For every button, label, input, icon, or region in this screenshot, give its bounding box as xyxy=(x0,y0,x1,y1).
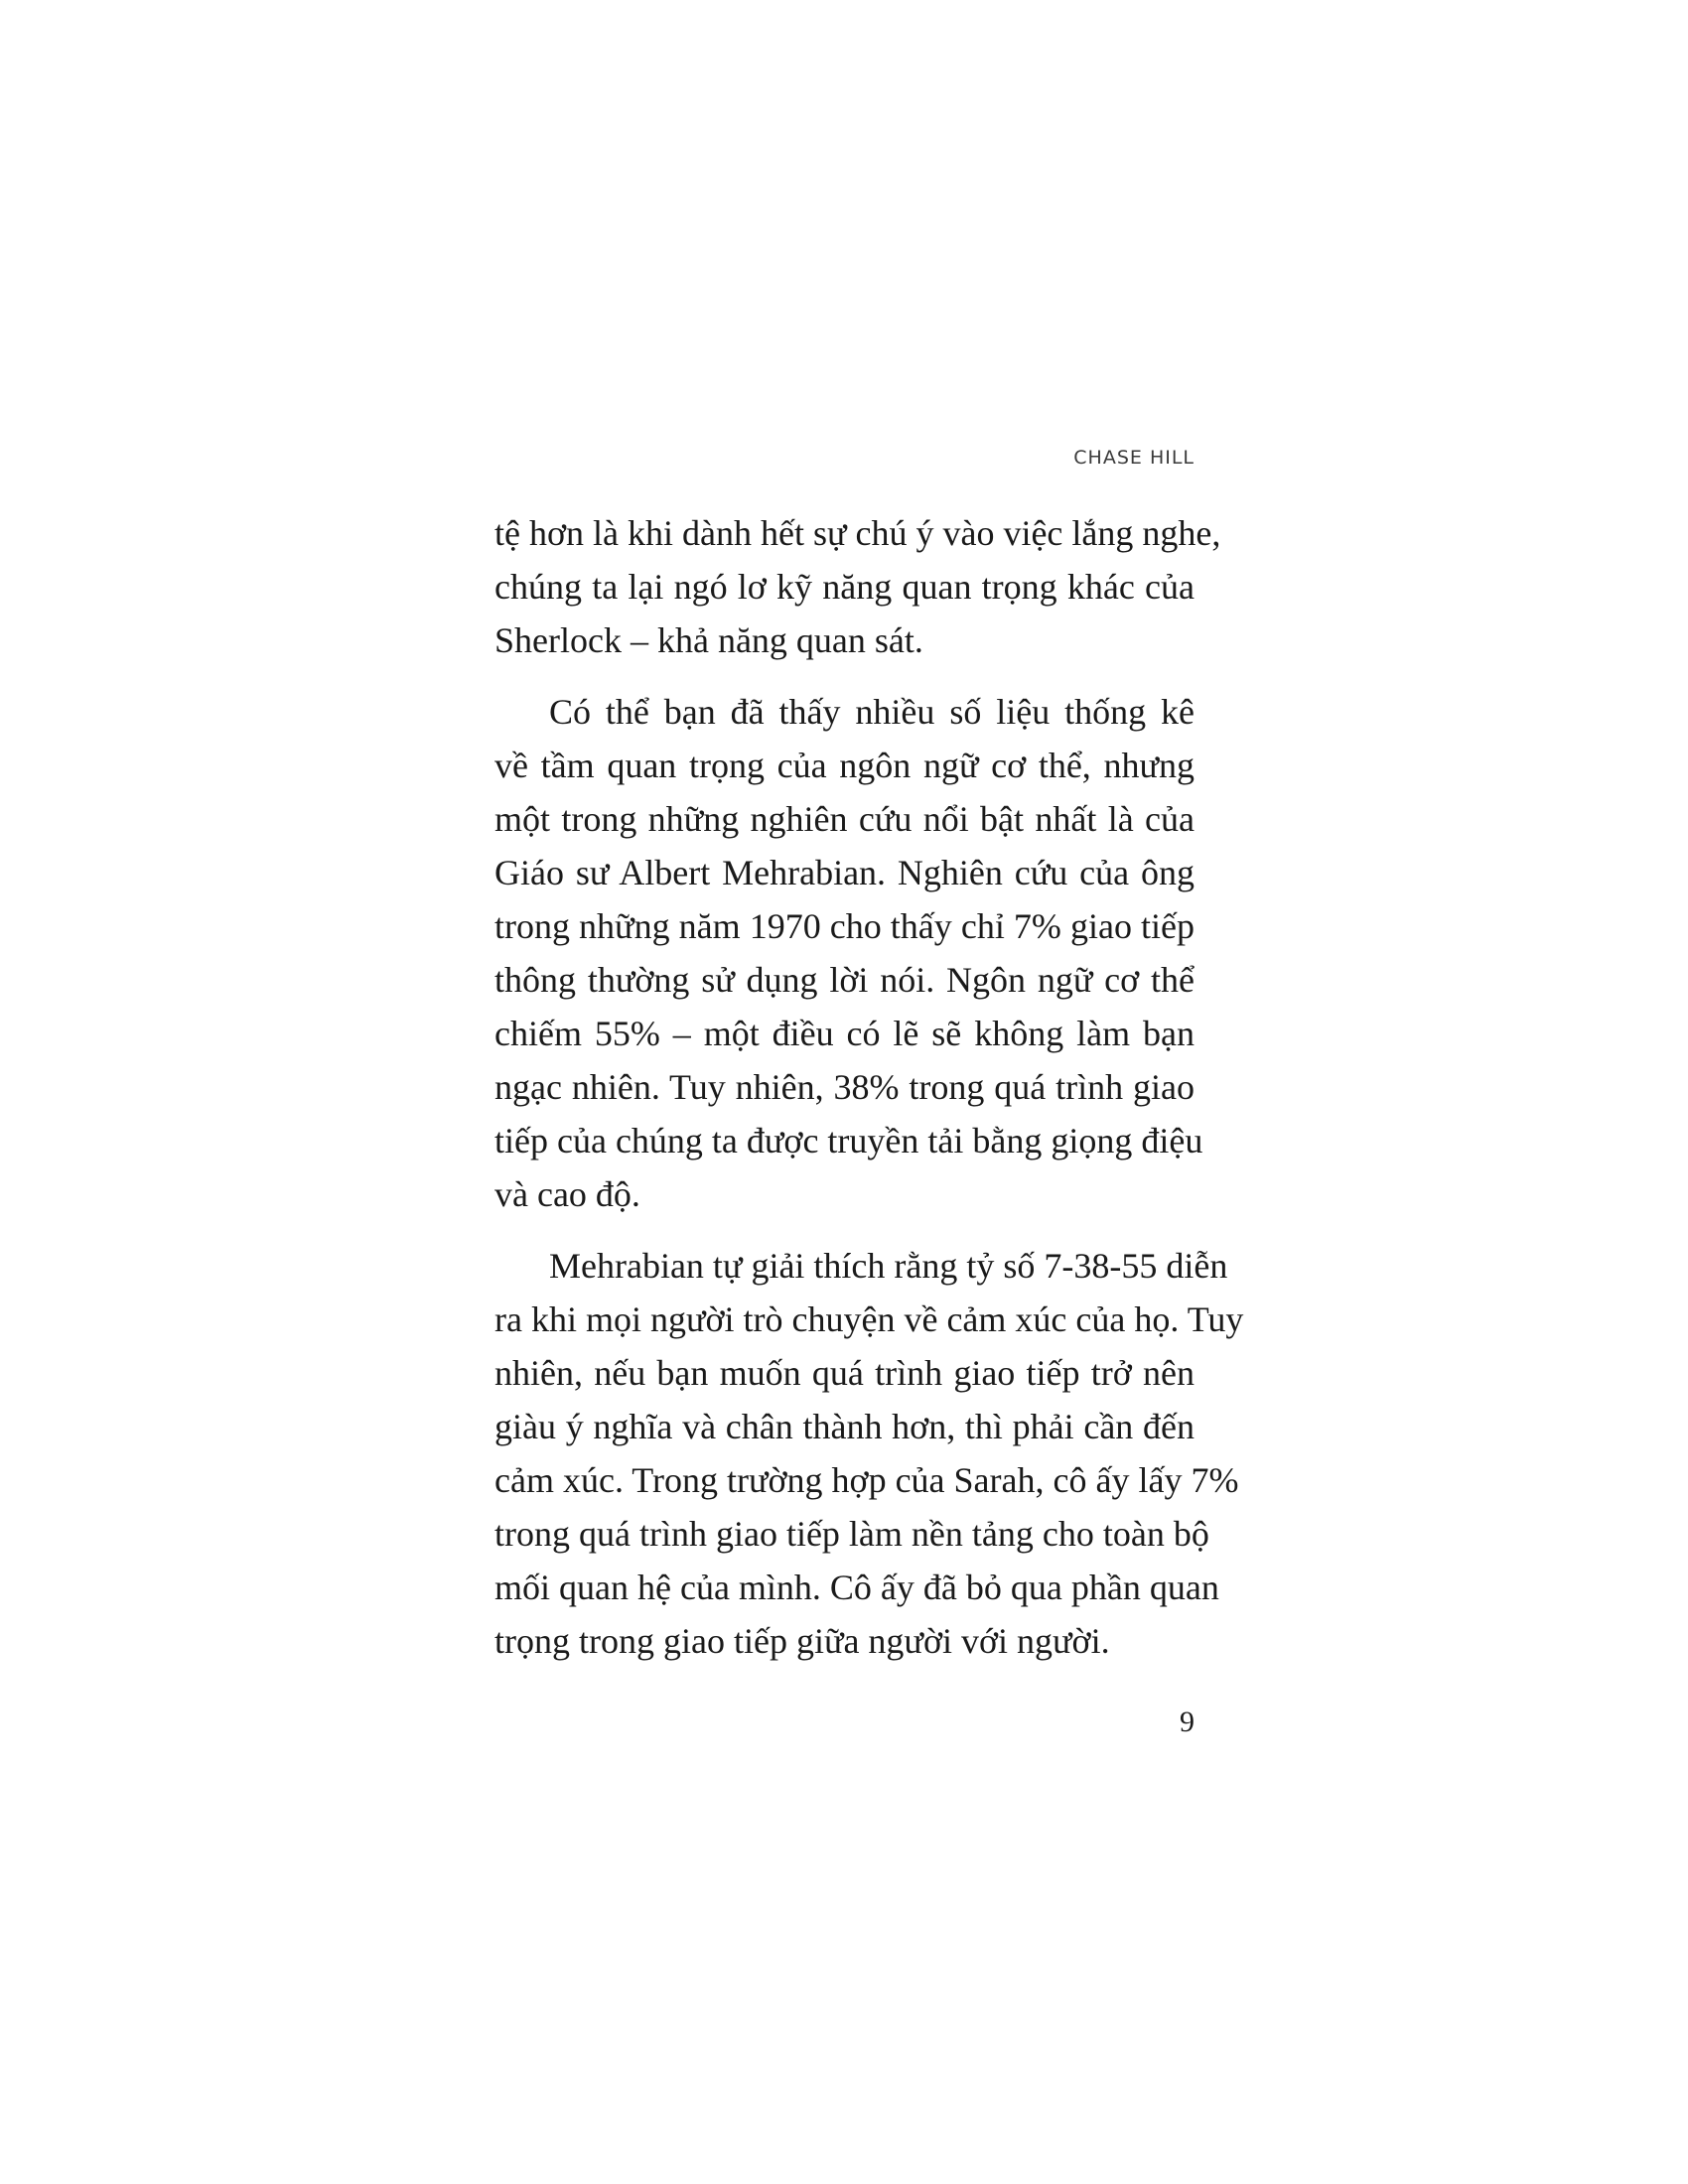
text-line: cảm xúc. Trong trường hợp của Sarah, cô ấy lấy 7% xyxy=(494,1460,1239,1500)
text-line: chiếm 55% – một điều có lẽ sẽ không làm bạn xyxy=(494,1014,1195,1053)
text-line: thông thường sử dụng lời nói. Ngôn ngữ cơ thể xyxy=(494,960,1195,1000)
text-line: Mehrabian tự giải thích rằng tỷ số 7-38-55 diễn xyxy=(549,1246,1228,1286)
text-line: trong quá trình giao tiếp làm nền tảng cho toàn bộ xyxy=(494,1514,1209,1554)
text-line: nhiên, nếu bạn muốn quá trình giao tiếp trở nên xyxy=(494,1353,1195,1393)
text-line: trong những năm 1970 cho thấy chỉ 7% giao tiếp xyxy=(494,906,1195,946)
text-line: ngạc nhiên. Tuy nhiên, 38% trong quá trình giao xyxy=(494,1067,1195,1107)
text-line: Giáo sư Albert Mehrabian. Nghiên cứu của ông xyxy=(494,853,1195,892)
paragraph-1 xyxy=(494,506,1221,667)
text-line: và cao độ. xyxy=(494,1174,640,1214)
running-header: CHASE HILL xyxy=(1073,447,1195,469)
text-line: trọng trong giao tiếp giữa người với người. xyxy=(494,1621,1110,1661)
text-line: mối quan hệ của mình. Cô ấy đã bỏ qua phần quan xyxy=(494,1568,1219,1607)
text-line: về tầm quan trọng của ngôn ngữ cơ thể, nhưng xyxy=(494,746,1195,785)
text-line: Có thể bạn đã thấy nhiều số liệu thống kê xyxy=(549,692,1195,732)
text-line: giàu ý nghĩa và chân thành hơn, thì phải cần đến xyxy=(494,1407,1195,1446)
page-number: 9 xyxy=(1180,1706,1195,1738)
text-line: ra khi mọi người trò chuyện về cảm xúc của họ. Tuy xyxy=(494,1299,1244,1339)
body-text xyxy=(494,506,1244,1686)
text-line: tệ hơn là khi dành hết sự chú ý vào việc lắng nghe, xyxy=(494,513,1221,553)
paragraph-2 xyxy=(494,685,1203,1221)
text-line: chúng ta lại ngó lơ kỹ năng quan trọng khác của xyxy=(494,567,1195,607)
text-line: một trong những nghiên cứu nổi bật nhất là của xyxy=(494,799,1195,839)
text-line: Sherlock – khả năng quan sát. xyxy=(494,620,923,660)
text-line: tiếp của chúng ta được truyền tải bằng giọng điệu xyxy=(494,1121,1203,1160)
paragraph-3 xyxy=(494,1239,1244,1668)
